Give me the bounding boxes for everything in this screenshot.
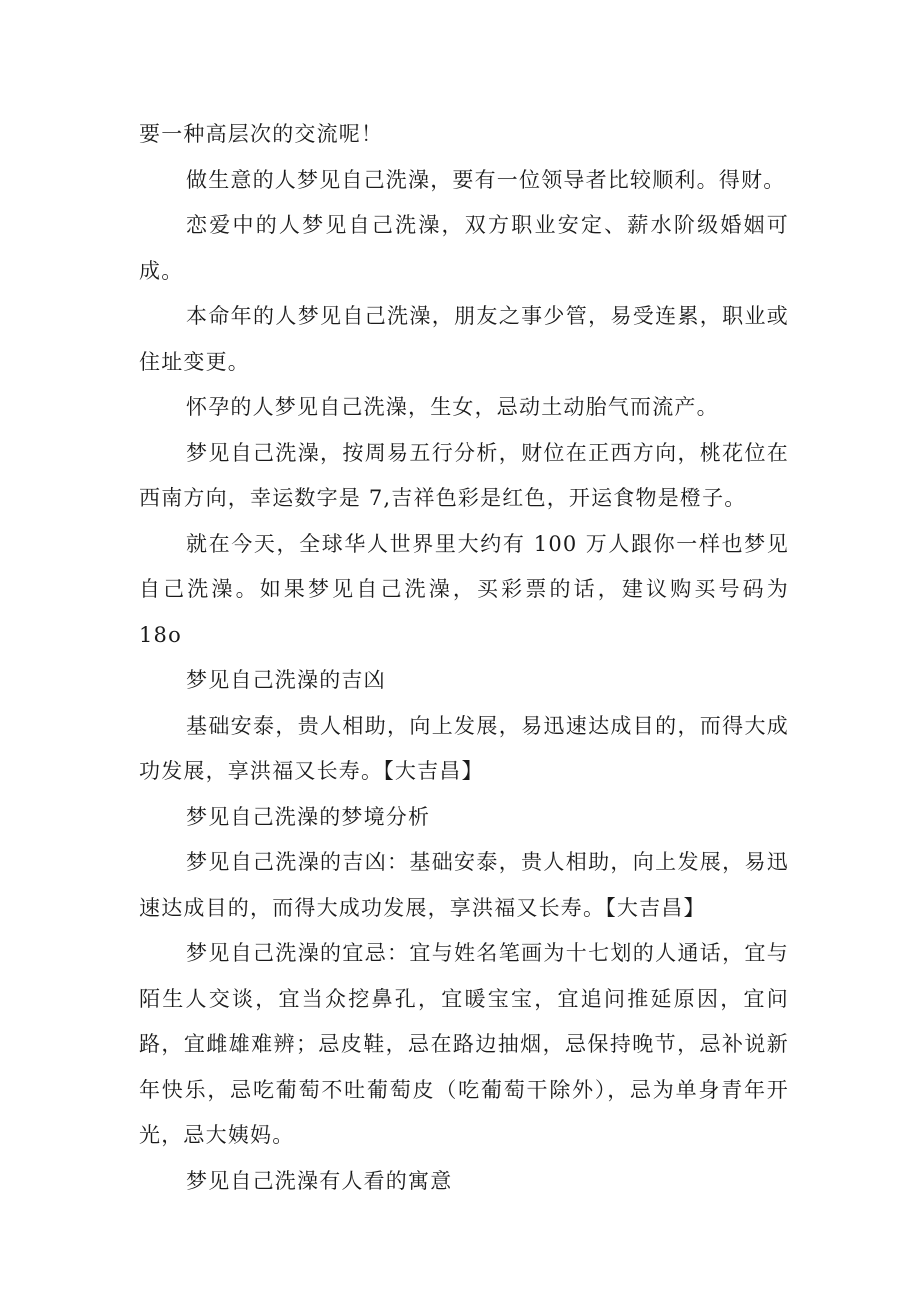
paragraph-analysis-fortune: 梦见自己洗澡的吉凶：基础安泰，贵人相助，向上发展，易迅速达成目的，而得大成功发展，享洪福又长寿。【大吉昌】 <box>139 850 789 920</box>
paragraph-fortune: 基础安泰，贵人相助，向上发展，易迅速达成目的，而得大成功发展，享洪福又长寿。【大吉昌】 <box>139 713 789 783</box>
paragraph-romance: 恋爱中的人梦见自己洗澡，双方职业安定、薪水阶级婚姻可成。 <box>139 213 789 283</box>
paragraph-lottery: 就在今天，全球华人世界里大约有 100 万人跟你一样也梦见自己洗澡。如果梦见自己洗澡，买彩票的话，建议购买号码为 18o <box>139 531 789 647</box>
paragraph-business: 做生意的人梦见自己洗澡，要有一位领导者比较顺利。得财。 <box>186 167 786 192</box>
paragraph-zodiac-year: 本命年的人梦见自己洗澡，朋友之事少管，易受连累，职业或住址变更。 <box>139 304 789 374</box>
section-heading-analysis: 梦见自己洗澡的梦境分析 <box>186 804 431 829</box>
paragraph-pregnant: 怀孕的人梦见自己洗澡，生女，忌动土动胎气而流产。 <box>186 395 719 419</box>
paragraph-dos-donts: 梦见自己洗澡的宜忌：宜与姓名笔画为十七划的人通话，宜与陌生人交谈，宜当众挖鼻孔，宜暖宝宝，宜追问推延原因，宜问路，宜雌雄难辨；忌皮鞋，忌在路边抽烟，忌保持晚节，忌补说新年快乐，忌吃葡萄不吐葡萄皮（吃葡萄干除外），忌为单身青年开光，忌大姨妈。 <box>139 941 789 1147</box>
paragraph-continuation: 要一种高层次的交流呢！ <box>139 122 384 146</box>
section-heading-fortune: 梦见自己洗澡的吉凶 <box>186 668 386 692</box>
section-heading-meaning: 梦见自己洗澡有人看的寓意 <box>186 1168 453 1193</box>
paragraph-five-elements: 梦见自己洗澡，按周易五行分析，财位在正西方向，桃花位在西南方向，幸运数字是 7,吉祥色彩是红色，开运食物是橙子。 <box>139 440 789 510</box>
document-body <box>139 112 789 1204</box>
